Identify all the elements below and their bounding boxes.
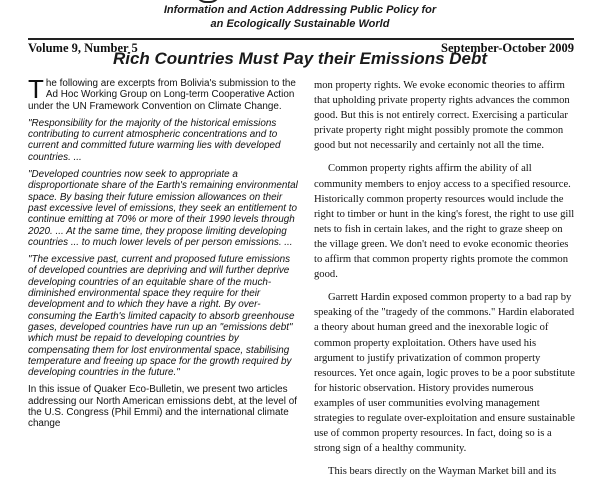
right-paragraph-4: This bears directly on the Wayman Market bill and its — [328, 466, 557, 478]
closing-paragraph: In this issue of Quaker Eco-Bulletin, we present two articles addressing our North American emissions debt, at the level of the U.S. Congress (Phil Emmi) and the international climate change — [28, 384, 297, 430]
quote-paragraph-1: "Responsibility for the majority of the historical emissions contributing to current atmospheric concentrations and to current and committed future warming lies with developed countries. ... — [28, 117, 281, 163]
right-column — [314, 78, 576, 487]
quote-paragraph-3: "The excessive past, current and proposed future emissions of developed countries are depriving and will further deprive developing countries of an equitable share of the much-diminished environmental space they require for their development and to which they have a right. By over-consuming the Earth's limited capacity to absorb greenhouse gases, developed countries have run up an "emissions debt" which must be repaid to developing countries by compensating them for lost environmental space, stabilising temperature and freeing up space for the growth required by developing countries in the future." — [28, 254, 295, 379]
right-paragraph-1: mon property rights. We evoke economic theories to affirm that upholding private property rights advances the common good. But this is not entirely correct. Exercising a particular private property right might possibly promote the common good but not necessarily and certainly not all the time. — [314, 80, 570, 152]
intro-paragraph — [28, 74, 298, 112]
article-title: Rich Countries Must Pay their Emissions Debt — [112, 49, 488, 68]
quote-paragraph-2: "Developed countries now seek to appropriate a disproportionate share of the Earth's remaining environmental space. By basing their future emission allowances on their past excessive level of emissions, they seek an entitlement to continue emitting at 70% or more of their 1990 levels through 2020. ... At the same time, they propose limiting developing countries ... to much lower levels of per person emissions. ... — [28, 169, 298, 248]
drop-cap: T — [28, 74, 44, 104]
volume-number: Volume 9, Number 5 — [28, 41, 138, 55]
intro-text: he following are excerpts from Bolivia's submission to the Ad Hoc Working Group on Long-term Cooperative Action under the UN Framework Convention on Climate Change. — [28, 78, 296, 112]
tagline-line-2: an Ecologically Sustainable World — [210, 18, 390, 30]
right-paragraph-2: Common property rights affirm the ability of all community members to enjoy access to a specified resource. Historically common property resources would include the right to timber or hunt in the king's forest, the right to use gill nets to fish in certain lakes, and the right to graze sheep on the village green. We don't need to evoke economic theories to affirm that common property rights promote the common good. — [314, 163, 575, 281]
right-paragraph-3: Garrett Hardin exposed common property to a bad rap by speaking of the "tragedy of the commons." Hardin elaborated a theory about human greed and the inexorable logic of common property exploitation. Others have used his argument to justify privatization of common property resources. Yet once again, logic proves to be a poor substitute for historic observation. History provides numerous examples of user communities evolving management strategies to regulate over-exploitation and ensure sustainable use of common property resources. In fact, doing so is a strong sign of a healthy community. — [314, 292, 576, 455]
left-column — [28, 74, 298, 436]
issue-date: September-October 2009 — [441, 41, 574, 55]
masthead-tagline — [0, 3, 600, 31]
tagline-line-1: Information and Action Addressing Public Policy for — [163, 4, 437, 16]
